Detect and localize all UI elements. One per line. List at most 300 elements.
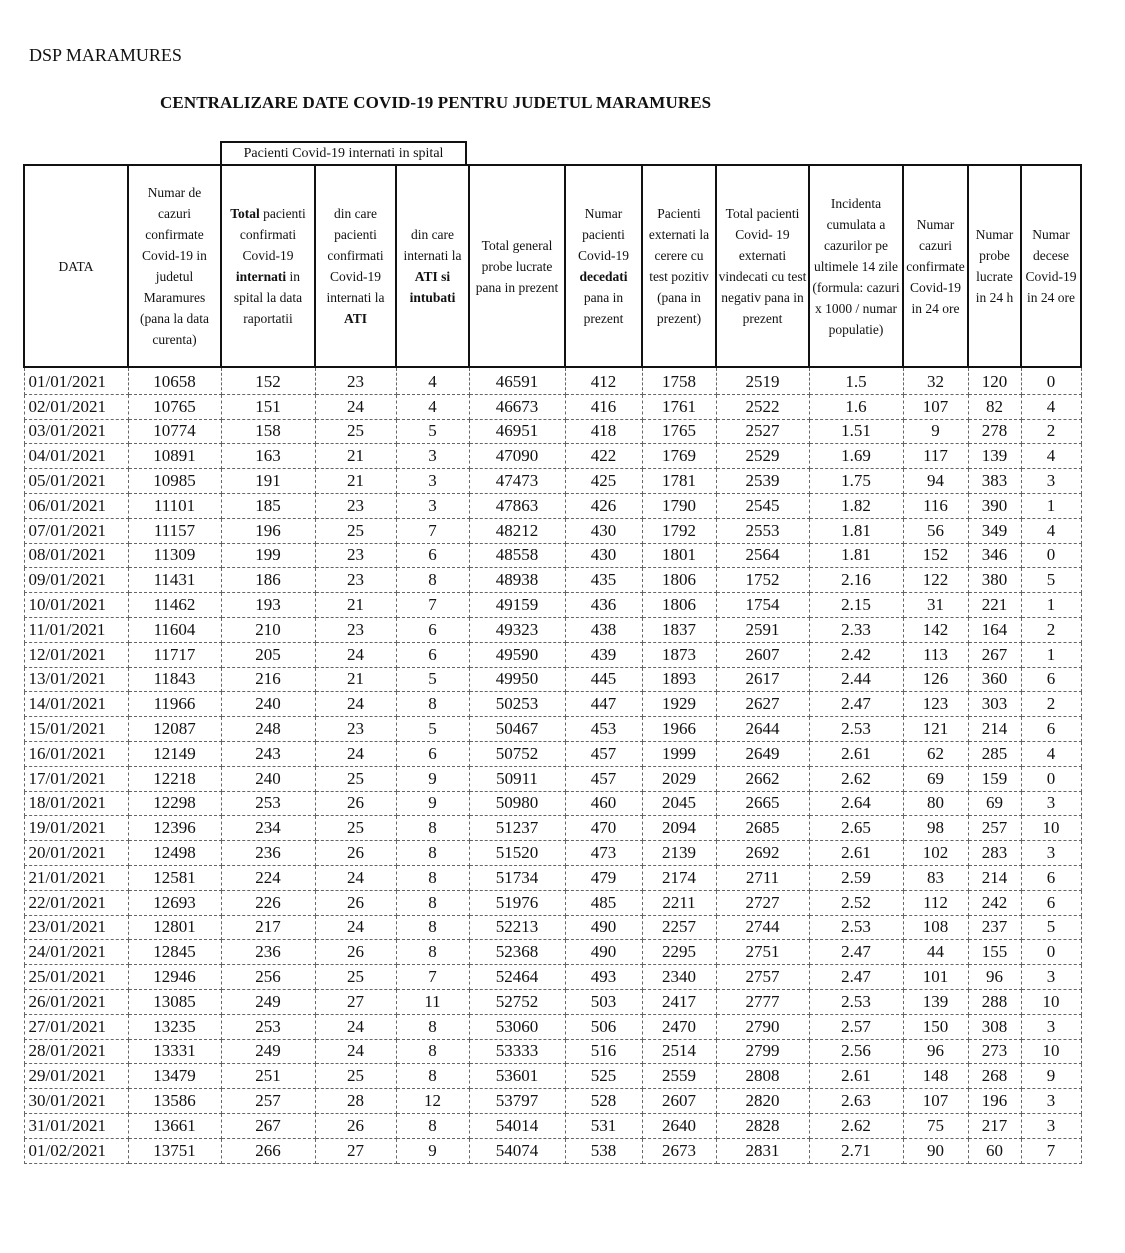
cell-cazuri-confirmate: 12845 [128,940,221,965]
cell-cazuri-24h: 98 [903,816,968,841]
cell-externati-cerere: 1765 [642,419,716,444]
cell-cazuri-24h: 32 [903,367,968,394]
cell-decese-24h: 1 [1021,493,1081,518]
cell-ati: 28 [315,1089,396,1114]
cell-externati-cerere: 1806 [642,568,716,593]
cell-incidenta: 2.64 [809,791,903,816]
cell-decese-24h: 1 [1021,642,1081,667]
cell-probe-24h: 214 [968,717,1021,742]
cell-ati: 23 [315,617,396,642]
cell-total-internati: 196 [221,518,315,543]
cell-externati-cerere: 2295 [642,940,716,965]
cell-ati: 24 [315,741,396,766]
cell-ati-intubati: 4 [396,367,469,394]
cell-decese-24h: 10 [1021,1039,1081,1064]
cell-total-internati: 234 [221,816,315,841]
cell-total-internati: 236 [221,841,315,866]
cell-decedati: 531 [565,1113,642,1138]
table-row [24,367,1081,394]
cell-decedati: 516 [565,1039,642,1064]
cell-data: 04/01/2021 [24,444,128,469]
cell-incidenta: 2.63 [809,1089,903,1114]
cell-ati-intubati: 6 [396,741,469,766]
cell-ati-intubati: 5 [396,419,469,444]
cell-externati-vindecati: 1752 [716,568,809,593]
cell-data: 14/01/2021 [24,692,128,717]
cell-cazuri-confirmate: 11717 [128,642,221,667]
cell-cazuri-24h: 152 [903,543,968,568]
cell-decedati: 485 [565,890,642,915]
header-text-part: Total [230,206,260,221]
cell-incidenta: 2.33 [809,617,903,642]
cell-probe-total: 48212 [469,518,565,543]
cell-ati-intubati: 7 [396,518,469,543]
cell-ati: 26 [315,791,396,816]
cell-probe-24h: 139 [968,444,1021,469]
cell-total-internati: 226 [221,890,315,915]
cell-externati-vindecati: 2665 [716,791,809,816]
cell-cazuri-24h: 148 [903,1064,968,1089]
cell-total-internati: 251 [221,1064,315,1089]
cell-ati: 25 [315,1064,396,1089]
cell-decedati: 436 [565,593,642,618]
table-header-row [24,165,1081,367]
column-header-ati-intubati [396,165,469,367]
cell-decese-24h: 3 [1021,469,1081,494]
cell-externati-vindecati: 2744 [716,915,809,940]
cell-probe-total: 48938 [469,568,565,593]
cell-probe-total: 52368 [469,940,565,965]
cell-incidenta: 2.62 [809,766,903,791]
cell-cazuri-24h: 117 [903,444,968,469]
cell-cazuri-confirmate: 13661 [128,1113,221,1138]
cell-externati-cerere: 1806 [642,593,716,618]
cell-externati-vindecati: 2553 [716,518,809,543]
cell-decedati: 503 [565,989,642,1014]
cell-data: 30/01/2021 [24,1089,128,1114]
cell-externati-cerere: 2340 [642,965,716,990]
cell-ati-intubati: 3 [396,493,469,518]
cell-externati-vindecati: 2617 [716,667,809,692]
cell-data: 21/01/2021 [24,865,128,890]
cell-externati-vindecati: 2727 [716,890,809,915]
cell-decese-24h: 0 [1021,940,1081,965]
cell-ati-intubati: 8 [396,915,469,940]
cell-decedati: 457 [565,741,642,766]
cell-externati-cerere: 1929 [642,692,716,717]
cell-data: 17/01/2021 [24,766,128,791]
cell-decese-24h: 1 [1021,593,1081,618]
cell-externati-vindecati: 2751 [716,940,809,965]
table-row [24,965,1081,990]
cell-cazuri-confirmate: 12218 [128,766,221,791]
table-row [24,1138,1081,1163]
cell-externati-cerere: 1873 [642,642,716,667]
cell-cazuri-confirmate: 10774 [128,419,221,444]
cell-probe-total: 46951 [469,419,565,444]
cell-externati-vindecati: 2591 [716,617,809,642]
cell-cazuri-24h: 90 [903,1138,968,1163]
cell-total-internati: 185 [221,493,315,518]
header-text-part: Numar pacienti Covid-19 [577,206,629,263]
cell-ati: 26 [315,841,396,866]
cell-probe-24h: 349 [968,518,1021,543]
table-row [24,816,1081,841]
cell-externati-vindecati: 1754 [716,593,809,618]
cell-decese-24h: 6 [1021,865,1081,890]
cell-externati-vindecati: 2644 [716,717,809,742]
column-header-externati-cerere [642,165,716,367]
cell-incidenta: 2.71 [809,1138,903,1163]
cell-probe-24h: 273 [968,1039,1021,1064]
table-row [24,568,1081,593]
cell-probe-24h: 346 [968,543,1021,568]
cell-decedati: 490 [565,915,642,940]
header-text-part: Numar probe lucrate in 24 h [975,227,1014,305]
cell-decese-24h: 4 [1021,518,1081,543]
cell-total-internati: 193 [221,593,315,618]
header-text-part: Total pacienti Covid- 19 externati vindecati cu test negativ pana in prezent [718,206,807,326]
cell-probe-total: 46673 [469,394,565,419]
cell-cazuri-24h: 122 [903,568,968,593]
cell-incidenta: 1.6 [809,394,903,419]
cell-data: 31/01/2021 [24,1113,128,1138]
cell-ati-intubati: 8 [396,890,469,915]
cell-probe-24h: 380 [968,568,1021,593]
cell-data: 22/01/2021 [24,890,128,915]
cell-total-internati: 266 [221,1138,315,1163]
cell-cazuri-confirmate: 12581 [128,865,221,890]
cell-cazuri-confirmate: 13085 [128,989,221,1014]
cell-ati-intubati: 11 [396,989,469,1014]
cell-ati: 21 [315,593,396,618]
cell-incidenta: 2.56 [809,1039,903,1064]
table-row [24,766,1081,791]
cell-ati-intubati: 3 [396,444,469,469]
cell-decedati: 460 [565,791,642,816]
cell-probe-total: 46591 [469,367,565,394]
cell-decedati: 506 [565,1014,642,1039]
cell-externati-cerere: 1999 [642,741,716,766]
cell-incidenta: 1.5 [809,367,903,394]
cell-externati-cerere: 2045 [642,791,716,816]
cell-cazuri-confirmate: 11101 [128,493,221,518]
cell-externati-cerere: 2607 [642,1089,716,1114]
cell-cazuri-24h: 107 [903,394,968,419]
cell-decese-24h: 7 [1021,1138,1081,1163]
table-row [24,444,1081,469]
cell-ati-intubati: 8 [396,865,469,890]
cell-probe-24h: 242 [968,890,1021,915]
column-header-incidenta [809,165,903,367]
organization-name: DSP MARAMURES [29,45,182,65]
table-row [24,493,1081,518]
cell-cazuri-confirmate: 13479 [128,1064,221,1089]
cell-cazuri-confirmate: 12087 [128,717,221,742]
header-text-part: ATI si intubati [409,269,456,305]
cell-probe-24h: 214 [968,865,1021,890]
cell-incidenta: 1.69 [809,444,903,469]
cell-total-internati: 243 [221,741,315,766]
cell-incidenta: 2.53 [809,915,903,940]
cell-total-internati: 249 [221,1039,315,1064]
cell-externati-vindecati: 2831 [716,1138,809,1163]
cell-probe-total: 47863 [469,493,565,518]
cell-ati: 21 [315,667,396,692]
cell-probe-total: 52752 [469,989,565,1014]
cell-data: 25/01/2021 [24,965,128,990]
cell-cazuri-confirmate: 11431 [128,568,221,593]
cell-probe-24h: 278 [968,419,1021,444]
cell-decedati: 525 [565,1064,642,1089]
cell-data: 11/01/2021 [24,617,128,642]
cell-ati-intubati: 8 [396,816,469,841]
cell-cazuri-confirmate: 13751 [128,1138,221,1163]
cell-probe-total: 51520 [469,841,565,866]
cell-probe-total: 48558 [469,543,565,568]
cell-cazuri-24h: 96 [903,1039,968,1064]
cell-decese-24h: 9 [1021,1064,1081,1089]
cell-total-internati: 217 [221,915,315,940]
cell-cazuri-confirmate: 11462 [128,593,221,618]
cell-ati: 27 [315,1138,396,1163]
cell-cazuri-24h: 139 [903,989,968,1014]
cell-total-internati: 257 [221,1089,315,1114]
cell-cazuri-confirmate: 12498 [128,841,221,866]
cell-externati-vindecati: 2564 [716,543,809,568]
cell-decedati: 430 [565,518,642,543]
table-row [24,890,1081,915]
cell-externati-vindecati: 2522 [716,394,809,419]
cell-decedati: 412 [565,367,642,394]
cell-externati-vindecati: 2627 [716,692,809,717]
cell-externati-cerere: 2673 [642,1138,716,1163]
cell-externati-vindecati: 2799 [716,1039,809,1064]
column-header-decedati [565,165,642,367]
cell-cazuri-24h: 126 [903,667,968,692]
column-header-cazuri-confirmate [128,165,221,367]
table-row [24,791,1081,816]
column-header-probe-24h [968,165,1021,367]
table-row [24,989,1081,1014]
cell-total-internati: 205 [221,642,315,667]
cell-externati-vindecati: 2790 [716,1014,809,1039]
cell-ati-intubati: 8 [396,940,469,965]
cell-probe-24h: 303 [968,692,1021,717]
table-row [24,692,1081,717]
cell-probe-24h: 82 [968,394,1021,419]
cell-ati-intubati: 8 [396,568,469,593]
table-row [24,717,1081,742]
cell-probe-24h: 96 [968,965,1021,990]
cell-ati: 24 [315,865,396,890]
table-row [24,1089,1081,1114]
cell-cazuri-24h: 108 [903,915,968,940]
cell-data: 02/01/2021 [24,394,128,419]
table-row [24,1064,1081,1089]
cell-externati-cerere: 1837 [642,617,716,642]
cell-data: 24/01/2021 [24,940,128,965]
cell-externati-cerere: 2174 [642,865,716,890]
cell-decedati: 445 [565,667,642,692]
cell-incidenta: 2.52 [809,890,903,915]
cell-probe-total: 54014 [469,1113,565,1138]
cell-cazuri-24h: 142 [903,617,968,642]
cell-cazuri-confirmate: 10985 [128,469,221,494]
cell-decedati: 416 [565,394,642,419]
cell-probe-total: 50253 [469,692,565,717]
cell-cazuri-confirmate: 13235 [128,1014,221,1039]
cell-total-internati: 240 [221,692,315,717]
cell-probe-total: 53601 [469,1064,565,1089]
cell-ati: 25 [315,816,396,841]
cell-externati-vindecati: 2662 [716,766,809,791]
cell-incidenta: 2.16 [809,568,903,593]
cell-probe-total: 54074 [469,1138,565,1163]
table-row [24,940,1081,965]
header-text-part: pana in prezent [583,290,624,326]
cell-data: 03/01/2021 [24,419,128,444]
cell-ati-intubati: 12 [396,1089,469,1114]
cell-decese-24h: 0 [1021,766,1081,791]
cell-probe-24h: 283 [968,841,1021,866]
cell-data: 09/01/2021 [24,568,128,593]
column-header-data [24,165,128,367]
header-text-part: Numar cazuri confirmate Covid-19 in 24 ore [906,216,965,316]
cell-externati-cerere: 2470 [642,1014,716,1039]
cell-cazuri-confirmate: 11966 [128,692,221,717]
cell-ati-intubati: 6 [396,543,469,568]
cell-probe-24h: 285 [968,741,1021,766]
cell-probe-24h: 155 [968,940,1021,965]
cell-cazuri-confirmate: 11604 [128,617,221,642]
cell-ati: 21 [315,444,396,469]
cell-externati-cerere: 2559 [642,1064,716,1089]
cell-probe-total: 51237 [469,816,565,841]
cell-ati-intubati: 8 [396,1039,469,1064]
cell-probe-total: 49950 [469,667,565,692]
cell-decedati: 470 [565,816,642,841]
cell-ati-intubati: 7 [396,965,469,990]
cell-decedati: 426 [565,493,642,518]
cell-probe-24h: 120 [968,367,1021,394]
cell-cazuri-24h: 9 [903,419,968,444]
cell-data: 10/01/2021 [24,593,128,618]
cell-decese-24h: 5 [1021,568,1081,593]
cell-externati-cerere: 2094 [642,816,716,841]
cell-ati: 24 [315,394,396,419]
cell-decese-24h: 10 [1021,816,1081,841]
cell-ati: 26 [315,940,396,965]
cell-cazuri-confirmate: 12396 [128,816,221,841]
cell-incidenta: 2.61 [809,841,903,866]
cell-ati-intubati: 6 [396,642,469,667]
cell-data: 07/01/2021 [24,518,128,543]
hospital-group-header: Pacienti Covid-19 internati in spital [220,141,467,164]
cell-decese-24h: 3 [1021,841,1081,866]
cell-decedati: 457 [565,766,642,791]
cell-decese-24h: 3 [1021,1089,1081,1114]
cell-cazuri-confirmate: 12298 [128,791,221,816]
cell-data: 20/01/2021 [24,841,128,866]
cell-probe-24h: 159 [968,766,1021,791]
column-header-externati-vindecati [716,165,809,367]
table-body [24,367,1081,1163]
cell-externati-cerere: 1801 [642,543,716,568]
cell-decedati: 473 [565,841,642,866]
cell-incidenta: 1.81 [809,543,903,568]
cell-probe-24h: 268 [968,1064,1021,1089]
cell-probe-24h: 217 [968,1113,1021,1138]
cell-incidenta: 2.47 [809,965,903,990]
cell-externati-vindecati: 2519 [716,367,809,394]
cell-externati-cerere: 1790 [642,493,716,518]
cell-ati-intubati: 9 [396,766,469,791]
cell-ati: 23 [315,367,396,394]
cell-probe-24h: 390 [968,493,1021,518]
cell-externati-cerere: 1758 [642,367,716,394]
cell-externati-vindecati: 2527 [716,419,809,444]
table-row [24,865,1081,890]
cell-decese-24h: 3 [1021,1113,1081,1138]
cell-incidenta: 2.47 [809,692,903,717]
table-row [24,667,1081,692]
cell-ati: 24 [315,1039,396,1064]
header-text-part: Numar decese Covid-19 in 24 ore [1025,227,1077,305]
table-row [24,543,1081,568]
cell-data: 27/01/2021 [24,1014,128,1039]
cell-cazuri-confirmate: 12946 [128,965,221,990]
cell-probe-total: 50752 [469,741,565,766]
cell-data: 26/01/2021 [24,989,128,1014]
cell-cazuri-24h: 101 [903,965,968,990]
cell-cazuri-confirmate: 12693 [128,890,221,915]
cell-total-internati: 199 [221,543,315,568]
column-header-total-internati [221,165,315,367]
header-text-part: in spital la data raportatii [233,269,303,326]
cell-externati-vindecati: 2828 [716,1113,809,1138]
cell-probe-24h: 164 [968,617,1021,642]
cell-cazuri-confirmate: 12801 [128,915,221,940]
cell-probe-24h: 221 [968,593,1021,618]
cell-incidenta: 2.61 [809,741,903,766]
cell-cazuri-confirmate: 11843 [128,667,221,692]
cell-incidenta: 1.51 [809,419,903,444]
cell-decedati: 538 [565,1138,642,1163]
cell-decese-24h: 3 [1021,1014,1081,1039]
cell-cazuri-24h: 80 [903,791,968,816]
cell-total-internati: 216 [221,667,315,692]
cell-cazuri-confirmate: 13331 [128,1039,221,1064]
cell-decese-24h: 3 [1021,965,1081,990]
header-text-part: DATA [58,258,94,274]
cell-incidenta: 1.82 [809,493,903,518]
cell-cazuri-24h: 121 [903,717,968,742]
cell-decese-24h: 4 [1021,394,1081,419]
cell-cazuri-24h: 94 [903,469,968,494]
cell-decedati: 453 [565,717,642,742]
cell-cazuri-24h: 69 [903,766,968,791]
header-text-part: ATI [343,311,367,326]
cell-decedati: 418 [565,419,642,444]
cell-probe-total: 47090 [469,444,565,469]
cell-cazuri-24h: 123 [903,692,968,717]
cell-decese-24h: 2 [1021,617,1081,642]
cell-probe-total: 49159 [469,593,565,618]
cell-data: 01/01/2021 [24,367,128,394]
cell-cazuri-24h: 83 [903,865,968,890]
cell-ati: 24 [315,1014,396,1039]
